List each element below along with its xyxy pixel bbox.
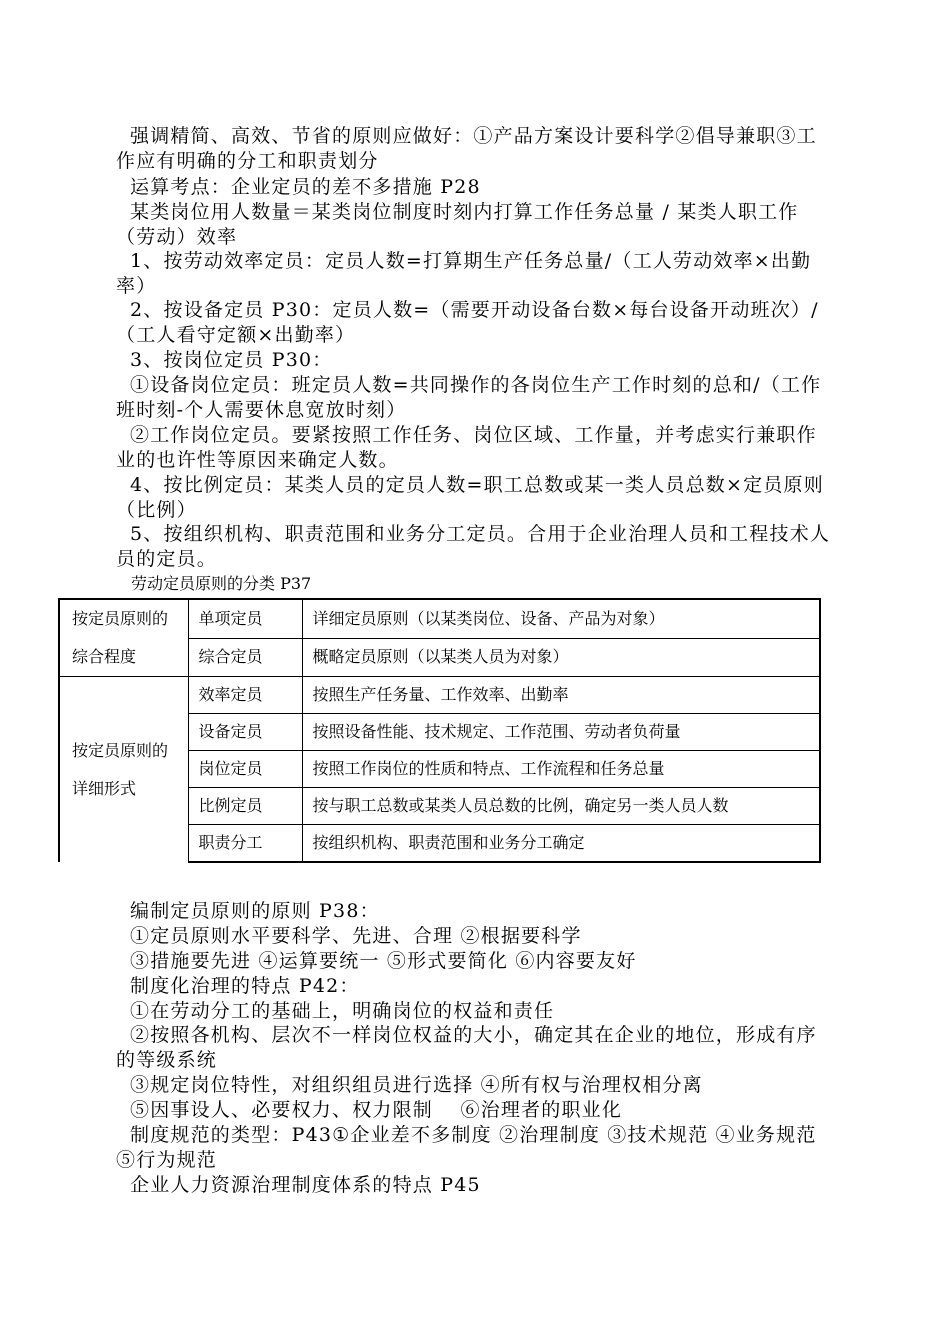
paragraph (116, 348, 836, 373)
paragraph-text: ②按照各机构、层次不一样岗位权益的大小，确定其在企业的地位，形成有序的等级系统 (116, 1024, 817, 1071)
paragraph (116, 124, 836, 174)
paragraph-text: ①在劳动分工的基础上，明确岗位的权益和责任 (130, 1000, 555, 1022)
paragraph (116, 999, 836, 1024)
paragraph (116, 1098, 836, 1123)
paragraph (116, 949, 836, 974)
paragraph-text: ⑤因事设人、必要权力、权力限制 ⑥治理者的职业化 (130, 1099, 623, 1121)
description-cell: 按照设备性能、技术规定、工作范围、劳动者负荷量 (302, 714, 820, 751)
category-cell: 按定员原则的详细形式 (59, 677, 188, 863)
description-cell: 概略定员原则（以某类人员为对象） (302, 638, 820, 677)
paragraph-text: 强调精简、高效、节省的原则应做好：①产品方案设计要科学②倡导兼职③工作应有明确的分工和职责划分 (116, 125, 817, 172)
type-cell: 岗位定员 (188, 751, 302, 788)
description-cell: 按与职工总数或某类人员总数的比例，确定另一类人员人数 (302, 788, 820, 825)
paragraph (116, 899, 836, 924)
paragraph (116, 298, 836, 348)
paragraph (116, 1173, 836, 1198)
paragraph (116, 175, 836, 200)
paragraph-text: 4、按比例定员：某类人员的定员人数=职工总数或某一类人员总数×定员原则（比例） (116, 474, 824, 521)
type-cell: 单项定员 (188, 599, 302, 638)
paragraph-text: ③措施要先进 ④运算要统一 ⑤形式要简化 ⑥内容要友好 (130, 950, 637, 972)
paragraph-text: 制度规范的类型：P43①企业差不多制度 ②治理制度 ③技术规范 ④业务规范 ⑤行为规范 (116, 1124, 817, 1171)
paragraph-text: 制度化治理的特点 P42： (130, 975, 360, 997)
paragraph-text: 某类岗位用人数量＝某类岗位制度时刻内打算工作任务总量 / 某类人职工作（劳动）效率 (116, 201, 799, 248)
description-cell: 按照生产任务量、工作效率、出勤率 (302, 677, 820, 714)
staffing-standard-table (58, 598, 821, 863)
paragraph (116, 473, 836, 523)
paragraph-text: ②工作岗位定员。要紧按照工作任务、岗位区域、工作量，并考虑实行兼职作业的也许性等原因来确定人数。 (116, 424, 817, 471)
paragraph (116, 522, 836, 572)
category-cell: 按定员原则的综合程度 (59, 599, 188, 677)
paragraph (116, 373, 836, 423)
type-cell: 设备定员 (188, 714, 302, 751)
description-cell: 按组织机构、职责范围和业务分工确定 (302, 825, 820, 863)
paragraph-text: ③规定岗位特性，对组织组员进行选择 ④所有权与治理权相分离 (130, 1074, 703, 1096)
type-cell: 效率定员 (188, 677, 302, 714)
paragraph-text: 5、按组织机构、职责范围和业务分工定员。合用于企业治理人员和工程技术人员的定员。 (116, 523, 831, 570)
type-cell: 比例定员 (188, 788, 302, 825)
paragraph-text: 1、按劳动效率定员：定员人数=打算期生产任务总量/（工人劳动效率×出勤率） (116, 250, 812, 297)
paragraph (116, 924, 836, 949)
paragraph-text: ①设备岗位定员：班定员人数=共同操作的各岗位生产工作时刻的总和/（工作班时刻-个人需要休息宽放时刻） (116, 374, 822, 421)
paragraph (116, 1023, 836, 1073)
paragraph (116, 1073, 836, 1098)
paragraph-text: 2、按设备定员 P30：定员人数=（需要开动设备台数×每台设备开动班次）/（工人看守定额×出勤率） (116, 299, 819, 346)
paragraph (116, 1123, 836, 1173)
description-cell: 按照工作岗位的性质和特点、工作流程和任务总量 (302, 751, 820, 788)
type-cell: 职责分工 (188, 825, 302, 863)
paragraph (116, 423, 836, 473)
paragraph-text: 编制定员原则的原则 P38： (130, 900, 380, 922)
description-cell: 详细定员原则（以某类岗位、设备、产品为对象） (302, 599, 820, 638)
paragraph-text: 3、按岗位定员 P30： (130, 349, 333, 371)
paragraph-text: ①定员原则水平要科学、先进、合理 ②根据要科学 (130, 925, 582, 947)
paragraph-text: 企业人力资源治理制度体系的特点 P45 (130, 1174, 481, 1196)
paragraph (116, 249, 836, 299)
paragraph (116, 974, 836, 999)
paragraph (116, 200, 836, 250)
paragraph-text: 运算考点：企业定员的差不多措施 P28 (130, 176, 481, 198)
type-cell: 综合定员 (188, 638, 302, 677)
table-caption: 劳动定员原则的分类 P37 (131, 574, 312, 593)
